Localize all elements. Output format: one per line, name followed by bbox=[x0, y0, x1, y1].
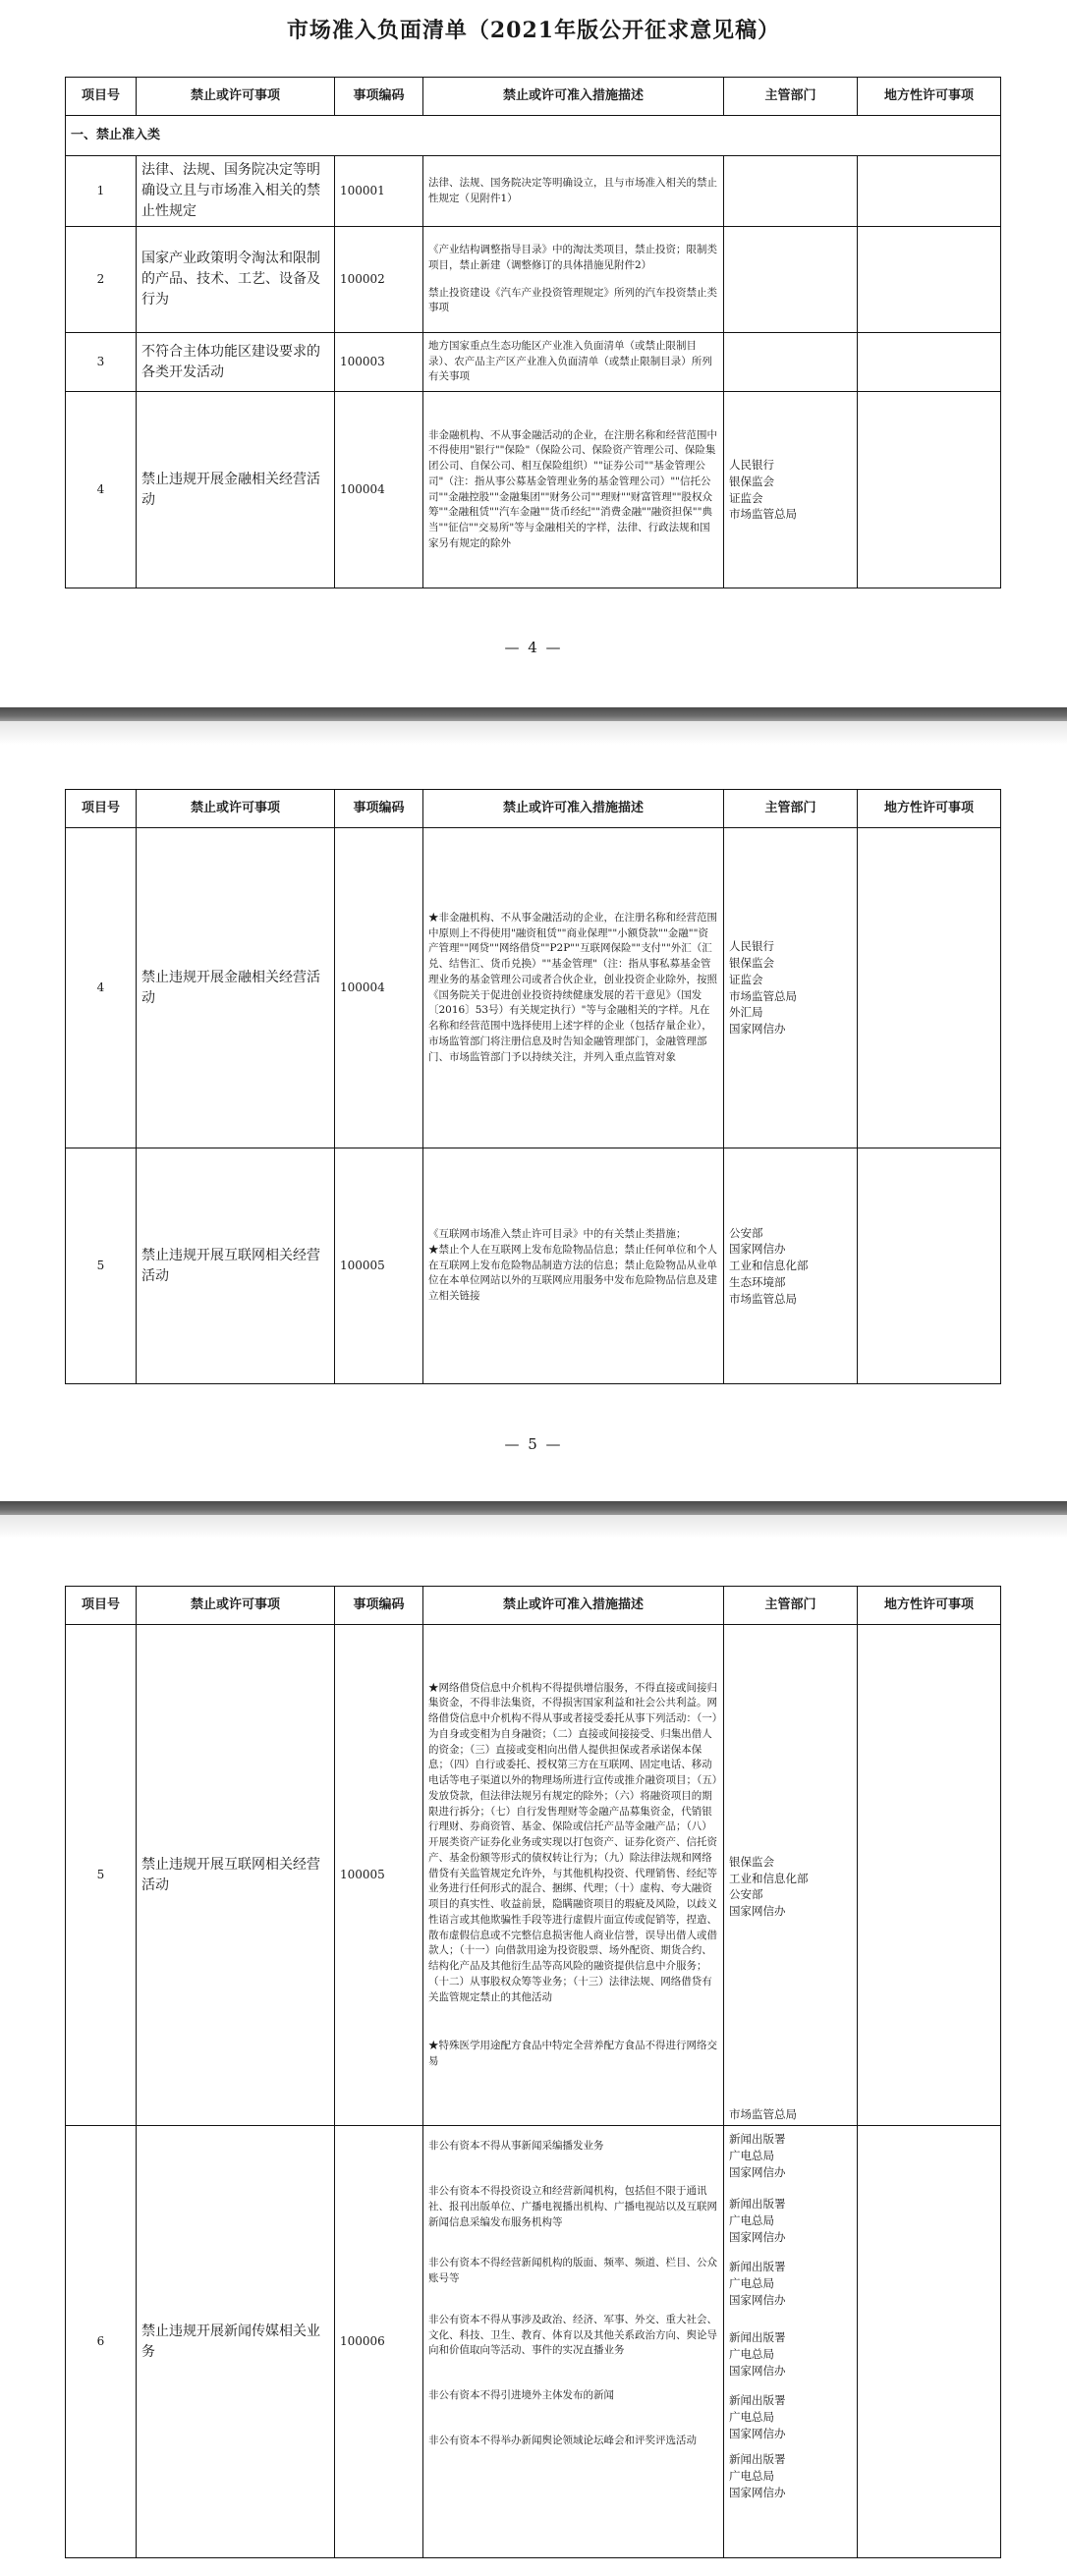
header-item: 禁止或许可事项 bbox=[137, 790, 335, 828]
negative-list-table-page-2 bbox=[65, 789, 1001, 1384]
page-separator-shadow bbox=[0, 1515, 1067, 1539]
section-title: 一、禁止准入类 bbox=[66, 116, 1001, 156]
item-code: 100005 bbox=[335, 1148, 423, 1384]
department-list: 新闻出版署 广电总局 国家网信办 bbox=[729, 2260, 786, 2307]
item-description: ★非金融机构、不从事金融活动的企业，在注册名称和经营范围中原则上不得使用"融资租赁""商业保理""小额贷款""金融""资产管理""网贷""网络借贷""P2P""互联网保险""支付""外汇（汇兑、结售汇、货币兑换）""基金管理"（注：指从事私募基金管理业务的基金管理公司或者合伙企业，创业投资企业除外，按照《国务院关于促进创业投资持续健康发展的若干意见》（国发〔2016〕53号）有关规定执行）"等与金融相关的字样。凡在名称和经营范围中选择使用上述字样的企业（包括存量企业），市场监管部门将注册信息及时告知金融管理部门，金融管理部门、市场监管部门予以持续关注，并列入重点监管对象 bbox=[423, 828, 724, 1148]
item-department bbox=[724, 2126, 858, 2558]
item-code: 100001 bbox=[335, 156, 423, 227]
section-row bbox=[66, 116, 1001, 156]
item-name: 禁止违规开展互联网相关经营活动 bbox=[137, 1625, 335, 2126]
table-row bbox=[66, 828, 1001, 1148]
item-department bbox=[724, 227, 858, 333]
page-1 bbox=[0, 0, 1067, 707]
description-paragraph: 非公有资本不得举办新闻舆论领域论坛峰会和评奖评选活动 bbox=[428, 2434, 697, 2446]
header-code: 事项编码 bbox=[335, 1587, 423, 1625]
department-list: 新闻出版署 广电总局 国家网信办 bbox=[729, 2393, 786, 2440]
description-paragraph: 非公有资本不得经营新闻机构的版面、频率、频道、栏目、公众账号等 bbox=[428, 2257, 717, 2285]
page-separator bbox=[0, 707, 1067, 721]
item-no: 5 bbox=[66, 1625, 137, 2126]
table-header-row bbox=[66, 1587, 1001, 1625]
department-list: 市场监管总局 bbox=[729, 2106, 797, 2121]
table-row bbox=[66, 392, 1001, 588]
item-local-permit bbox=[858, 1625, 1001, 2126]
header-department: 主管部门 bbox=[724, 1587, 858, 1625]
item-name: 禁止违规开展金融相关经营活动 bbox=[137, 828, 335, 1148]
header-description: 禁止或许可准入措施描述 bbox=[423, 790, 724, 828]
table-row bbox=[66, 333, 1001, 392]
item-code: 100002 bbox=[335, 227, 423, 333]
item-local-permit bbox=[858, 1148, 1001, 1384]
item-description: 《互联网市场准入禁止许可目录》中的有关禁止类措施； ★禁止个人在互联网上发布危险物品信息；禁止任何单位和个人在互联网上发布危险物品制造方法的信息；禁止危险物品从业单位在本单位网站以外的互联网应用服务中发布危险物品信息及建立相关链接 bbox=[423, 1148, 724, 1384]
item-local-permit bbox=[858, 333, 1001, 392]
item-department bbox=[724, 333, 858, 392]
description-paragraph: 非公有资本不得从事新闻采编播发业务 bbox=[428, 2140, 604, 2153]
description-paragraph: ★网络借贷信息中介机构不得提供增信服务，不得直接或间接归集资金，不得非法集资，不得损害国家利益和社会公共利益。网络借贷信息中介机构不得从事或者接受委托从事下列活动：（一）为自身或变相为自身融资；（二）直接或间接接受、归集出借人的资金；（三）直接或变相向出借人提供担保或者承诺保本保息；（四）自行或委托、授权第三方在互联网、固定电话、移动电话等电子渠道以外的物理场所进行宣传或推介融资项目；（五）发放贷款，但法律法规另有规定的除外；（六）将融资项目的期限进行拆分；（七）自行发售理财等金融产品募集资金，代销银行理财、券商资管、基金、保险或信托产品等金融产品；（八）开展类资产证券化业务或实现以打包资产、证券化资产、信托资产、基金份额等形式的债权转让行为；（九）除法律法规和网络借贷有关监管规定允许外，与其他机构投资、代理销售、经纪等业务进行任何形式的混合、捆绑、代理；（十）虚构、夸大融资项目的真实性、收益前景，隐瞒融资项目的瑕疵及风险，以歧义性语言或其他欺骗性手段等进行虚假片面宣传或促销等，捏造、散布虚假信息或不完整信息损害他人商业信誉，误导出借人或借款人；（十一）向借款用途为投资股票、场外配资、期货合约、结构化产品及其他衍生品等高风险的融资提供信息中介服务；（十二）从事股权众筹等业务；（十三）法律法规、网络借贷有关监管规定禁止的其他活动 bbox=[428, 1681, 717, 2003]
header-item-no: 项目号 bbox=[66, 790, 137, 828]
item-department: 人民银行 银保监会 证监会 市场监管总局 外汇局 国家网信办 bbox=[724, 828, 858, 1148]
item-no: 4 bbox=[66, 392, 137, 588]
header-item: 禁止或许可事项 bbox=[137, 1587, 335, 1625]
item-name: 禁止违规开展金融相关经营活动 bbox=[137, 392, 335, 588]
table-row bbox=[66, 156, 1001, 227]
page-number: — 5 — bbox=[504, 1435, 563, 1453]
negative-list-table-page-1 bbox=[65, 77, 1001, 588]
item-name: 不符合主体功能区建设要求的各类开发活动 bbox=[137, 333, 335, 392]
page-separator bbox=[0, 1501, 1067, 1515]
header-local-permit: 地方性许可事项 bbox=[858, 78, 1001, 116]
header-local-permit: 地方性许可事项 bbox=[858, 790, 1001, 828]
header-local-permit: 地方性许可事项 bbox=[858, 1587, 1001, 1625]
header-item-no: 项目号 bbox=[66, 78, 137, 116]
description-paragraph: ★特殊医学用途配方食品中特定全营养配方食品不得进行网络交易 bbox=[428, 2040, 717, 2068]
item-local-permit bbox=[858, 2126, 1001, 2558]
page-3 bbox=[0, 1539, 1067, 2576]
department-list: 新闻出版署 广电总局 国家网信办 bbox=[729, 2197, 786, 2244]
item-code: 100006 bbox=[335, 2126, 423, 2558]
item-department bbox=[724, 1625, 858, 2126]
item-description: 法律、法规、国务院决定等明确设立，且与市场准入相关的禁止性规定（见附件1） bbox=[423, 156, 724, 227]
document-title: 市场准入负面清单（2021年版公开征求意见稿） bbox=[286, 18, 781, 43]
item-code: 100003 bbox=[335, 333, 423, 392]
item-name: 禁止违规开展新闻传媒相关业务 bbox=[137, 2126, 335, 2558]
item-name: 国家产业政策明令淘汰和限制的产品、技术、工艺、设备及行为 bbox=[137, 227, 335, 333]
item-no: 2 bbox=[66, 227, 137, 333]
page-2 bbox=[0, 745, 1067, 1501]
description-paragraph: 非公有资本不得投资设立和经营新闻机构，包括但不限于通讯社、报刊出版单位、广播电视播出机构、广播电视站以及互联网新闻信息采编发布服务机构等 bbox=[428, 2185, 717, 2228]
department-list: 新闻出版署 广电总局 国家网信办 bbox=[729, 2452, 786, 2499]
page-separator-shadow bbox=[0, 721, 1067, 745]
header-item: 禁止或许可事项 bbox=[137, 78, 335, 116]
table-row bbox=[66, 1625, 1001, 2126]
item-code: 100005 bbox=[335, 1625, 423, 2126]
table-row bbox=[66, 1148, 1001, 1384]
description-paragraph: 《产业结构调整指导目录》中的淘汰类项目，禁止投资；限制类项目，禁止新建（调整修订的具体措施见附件2） bbox=[428, 244, 717, 271]
header-description: 禁止或许可准入措施描述 bbox=[423, 78, 724, 116]
item-local-permit bbox=[858, 156, 1001, 227]
department-list: 新闻出版署 广电总局 国家网信办 bbox=[729, 2132, 786, 2179]
header-description: 禁止或许可准入措施描述 bbox=[423, 1587, 724, 1625]
item-local-permit bbox=[858, 227, 1001, 333]
department-list: 新闻出版署 广电总局 国家网信办 bbox=[729, 2330, 786, 2378]
item-description bbox=[423, 1625, 724, 2126]
item-department: 人民银行 银保监会 证监会 市场监管总局 bbox=[724, 392, 858, 588]
item-no: 6 bbox=[66, 2126, 137, 2558]
item-no: 1 bbox=[66, 156, 137, 227]
item-name: 禁止违规开展互联网相关经营活动 bbox=[137, 1148, 335, 1384]
page-number: — 4 — bbox=[504, 639, 563, 656]
table-row bbox=[66, 227, 1001, 333]
negative-list-table-page-3 bbox=[65, 1586, 1001, 2558]
department-list: 银保监会 工业和信息化部 公安部 国家网信办 bbox=[729, 1855, 809, 1919]
item-no: 5 bbox=[66, 1148, 137, 1384]
table-header-row bbox=[66, 790, 1001, 828]
description-paragraph: 非公有资本不得引进境外主体发布的新闻 bbox=[428, 2389, 614, 2402]
item-name: 法律、法规、国务院决定等明确设立且与市场准入相关的禁止性规定 bbox=[137, 156, 335, 227]
item-description: 非金融机构、不从事金融活动的企业，在注册名称和经营范围中不得使用"银行""保险"（保险公司、保险资产管理公司、保险集团公司、自保公司、相互保险组织）""证券公司""基金管理公司"（注：指从事公募基金管理业务的基金管理公司）""信托公司""金融控股""金融集团""财务公司""理财""财富管理""股权众筹""金融租赁""汽车金融""货币经纪""消费金融""融资担保""典当""征信""交易所"等与金融相关的字样，法律、行政法规和国家另有规定的除外 bbox=[423, 392, 724, 588]
item-description bbox=[423, 227, 724, 333]
description-paragraph: 禁止投资建设《汽车产业投资管理规定》所列的汽车投资禁止类事项 bbox=[428, 286, 717, 314]
header-code: 事项编码 bbox=[335, 78, 423, 116]
item-no: 3 bbox=[66, 333, 137, 392]
item-department bbox=[724, 156, 858, 227]
table-row bbox=[66, 2126, 1001, 2558]
item-local-permit bbox=[858, 828, 1001, 1148]
item-code: 100004 bbox=[335, 828, 423, 1148]
item-description: 地方国家重点生态功能区产业准入负面清单（或禁止限制目录）、农产品主产区产业准入负面清单（或禁止限制目录）所列有关事项 bbox=[423, 333, 724, 392]
item-department: 公安部 国家网信办 工业和信息化部 生态环境部 市场监管总局 bbox=[724, 1148, 858, 1384]
header-code: 事项编码 bbox=[335, 790, 423, 828]
table-header-row bbox=[66, 78, 1001, 116]
item-description bbox=[423, 2126, 724, 2558]
description-paragraph: 非公有资本不得从事涉及政治、经济、军事、外交、重大社会、文化、科技、卫生、教育、体育以及其他关系政治方向、舆论导向和价值取向等活动、事件的实况直播业务 bbox=[428, 2313, 717, 2357]
header-department: 主管部门 bbox=[724, 790, 858, 828]
item-local-permit bbox=[858, 392, 1001, 588]
header-department: 主管部门 bbox=[724, 78, 858, 116]
header-item-no: 项目号 bbox=[66, 1587, 137, 1625]
item-code: 100004 bbox=[335, 392, 423, 588]
item-no: 4 bbox=[66, 828, 137, 1148]
